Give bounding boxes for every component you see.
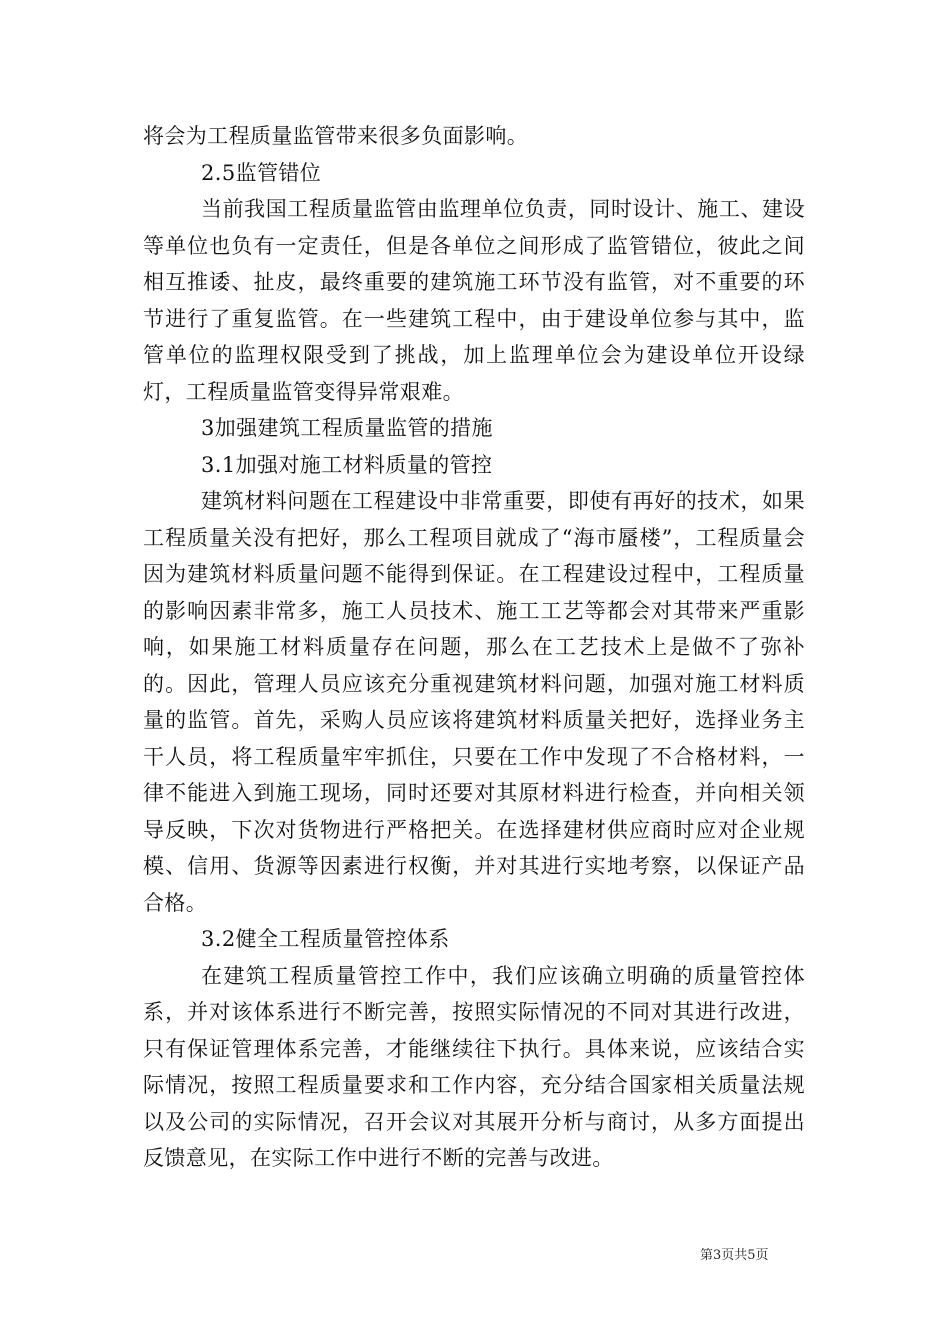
paragraph-quality-system: 在建筑工程质量管控工作中，我们应该确立明确的质量管控体系，并对该体系进行不断完善，按照实际情况的不同对其进行改进，只有保证管理体系完善，才能继续往下执行。具体来说，应该结合实际情况，按照工程质量要求和工作内容，充分结合国家相关质量法规以及公司的实际情况，召开会议对其展开分析与商讨，从多方面提出反馈意见，在实际工作中进行不断的完善与改进。	[143, 963, 805, 1170]
section-heading-2-5: 2.5监管错位	[201, 160, 322, 185]
paragraph-material-control: 建筑材料问题在工程建设中非常重要，即使有再好的技术，如果工程质量关没有把好，那么工程项目就成了“海市蜃楼”，工程质量会因为建筑材料质量问题不能得到保证。在工程建设过程中，工程质量的影响因素非常多，施工人员技术、施工工艺等都会对其带来严重影响，如果施工材料质量存在问题，那么在工艺技术上是做不了弥补的。因此，管理人员应该充分重视建筑材料问题，加强对施工材料质量的监管。首先，采购人员应该将建筑材料质量关把好，选择业务主干人员，将工程质量牢牢抓住，只要在工作中发现了不合格材料，一律不能进入到施工现场，同时还要对其原材料进行检查，并向相关领导反映，下次对货物进行严格把关。在选择建材供应商时应对企业规模、信用、货源等因素进行权衡，并对其进行实地考察，以保证产品合格。	[143, 489, 805, 915]
section-heading-3: 3加强建筑工程质量监管的措施	[201, 416, 493, 440]
paragraph-supervision-misplacement: 当前我国工程质量监管由监理单位负责，同时设计、施工、建设等单位也负有一定责任，但是各单位之间形成了监管错位，彼此之间相互推诿、扯皮，最终重要的建筑施工环节没有监管，对不重要的环节进行了重复监管。在一些建筑工程中，由于建设单位参与其中，监管单位的监理权限受到了挑战，加上监理单位会为建设单位开设绿灯，工程质量监管变得异常艰难。	[143, 197, 805, 404]
section-heading-3-1: 3.1加强对施工材料质量的管控	[201, 452, 493, 477]
paragraph-continuation: 将会为工程质量监管带来很多负面影响。	[143, 124, 529, 148]
section-heading-3-2: 3.2健全工程质量管控体系	[201, 927, 450, 951]
document-body	[143, 118, 805, 1177]
page-number-footer: 第3页共5页	[700, 1248, 769, 1263]
